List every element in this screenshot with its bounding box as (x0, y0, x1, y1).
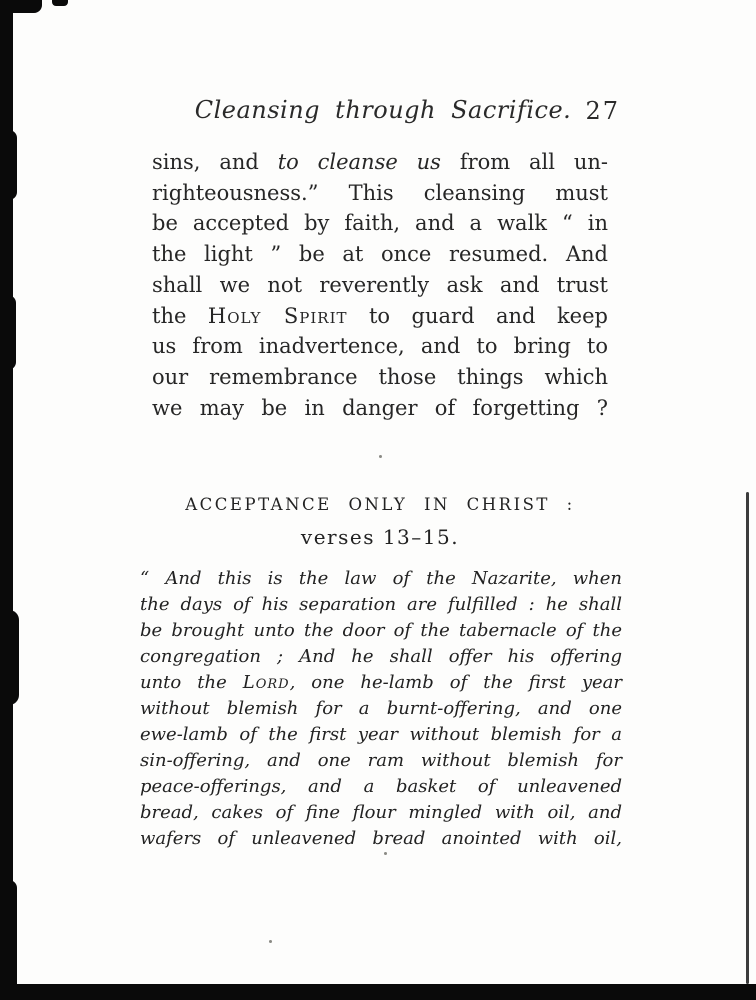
text-line (140, 774, 622, 800)
text-line (152, 331, 608, 362)
section-heading: ACCEPTANCE ONLY IN CHRIST : (185, 495, 575, 514)
running-header-title: Cleansing through Sacrifice. (194, 96, 572, 124)
scan-edge-bottom (15, 984, 756, 1000)
scan-edge-top-left-blob (0, 0, 42, 13)
text-line (140, 566, 622, 592)
text-segment: shall we not reverently ask and trust (152, 272, 608, 297)
text-segment: without blemish for a burnt-offering, and one (140, 698, 622, 719)
text-segment: bread, cakes of fine flour mingled with oil, and (140, 802, 622, 823)
text-segment: , one he-lamb of the first year (289, 672, 622, 693)
text-line (152, 362, 608, 393)
text-segment: us from inadvertence, and to bring to (152, 334, 608, 359)
text-segment: to guard and keep (347, 303, 608, 328)
text-segment: peace-offerings, and a basket of unleavened (140, 776, 622, 797)
text-line (152, 301, 608, 332)
text-line (152, 208, 608, 239)
text-segment: the days of his separation are fulfilled : he shall (140, 594, 622, 615)
text-line (152, 147, 608, 178)
text-line (152, 239, 608, 270)
body-paragraph (152, 147, 608, 423)
text-line (152, 270, 608, 301)
text-segment: sins, and (152, 150, 278, 174)
scan-speck (379, 455, 382, 458)
text-segment: be accepted by faith, and a walk “ in (152, 211, 608, 236)
text-segment: be brought unto the door of the tabernacle of the (140, 620, 622, 641)
text-segment: the light ” be at once resumed. And (152, 242, 608, 267)
text-segment: the (152, 303, 208, 328)
text-line (140, 644, 622, 670)
text-segment: congregation ; And he shall offer his offering (140, 646, 622, 667)
text-line (152, 178, 608, 209)
text-line (140, 826, 622, 852)
scan-edge-top-mark (52, 0, 68, 6)
section-subheading: verses 13–15. (300, 525, 460, 549)
text-segment: sin-offering, and one ram without blemish for (140, 750, 622, 771)
scan-edge-right (746, 492, 749, 984)
small-caps-text: Holy Spirit (207, 303, 348, 328)
text-line (140, 670, 622, 696)
text-segment: unto the (140, 672, 243, 693)
scan-edge-left-blob-2 (0, 295, 16, 370)
text-line (140, 618, 622, 644)
text-line (140, 800, 622, 826)
text-line (140, 592, 622, 618)
text-segment: wafers of unleavened bread anointed with oil, (140, 828, 622, 849)
page-number: 27 (585, 97, 620, 125)
scan-edge-left-blob-3 (0, 610, 19, 705)
text-segment: from all un- (440, 150, 609, 174)
text-segment: ewe-lamb of the first year without blemish for a (140, 724, 622, 745)
text-line (140, 722, 622, 748)
scan-speck (269, 940, 272, 943)
italic-text: to cleanse us (277, 150, 441, 174)
scan-edge-left-blob-4 (0, 880, 17, 1000)
text-line (152, 393, 608, 424)
text-segment: righteousness.” This cleansing must (152, 180, 608, 205)
text-segment: “ And this is the law of the Nazarite, when (140, 568, 622, 589)
small-caps-text: Lord (242, 672, 290, 693)
quote-block (140, 566, 622, 852)
text-segment: our remembrance those things which (152, 364, 608, 389)
scan-edge-left-blob-1 (0, 130, 17, 200)
text-segment: we may be in danger of forgetting ? (152, 395, 608, 420)
text-line (140, 696, 622, 722)
text-line (140, 748, 622, 774)
scan-speck (384, 852, 387, 855)
running-header (152, 96, 620, 130)
